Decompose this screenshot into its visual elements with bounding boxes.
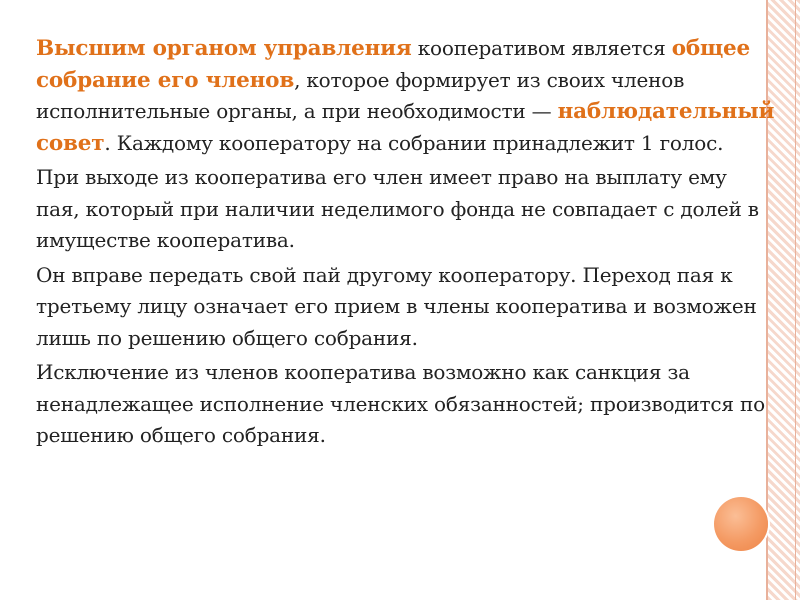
highlight-supreme-body: Высшим органом управления bbox=[36, 36, 412, 61]
paragraph-withdrawal: При выходе из кооператива его член имеет право на выплату ему пая, который при наличии неделимого фонда не совпадает с долей в имуществе кооператива. bbox=[36, 165, 759, 252]
highlight-general-meeting: общее собрание его членов bbox=[36, 36, 750, 93]
text-segment: . Каждому кооператору на собрании принадлежит 1 голос. bbox=[104, 130, 724, 155]
stripe-edge-right bbox=[795, 0, 796, 600]
paragraph-governance bbox=[36, 33, 776, 159]
slide-body bbox=[36, 33, 776, 455]
highlight-supervisory-board: наблюдательный совет bbox=[36, 99, 775, 156]
text-segment: кооперативом является bbox=[411, 36, 672, 60]
paragraph-exclusion: Исключение из членов кооператива возможно как санкция за ненадлежащее исполнение членских обязанностей; производится по решению общего собрания. bbox=[36, 360, 765, 447]
paragraph-share-transfer: Он вправе передать свой пай другому кооператору. Переход пая к третьему лицу означает его прием в члены кооператива и возможен лишь по решению общего собрания. bbox=[36, 262, 757, 350]
text-segment: , которое формирует из своих членов исполнительные органы, а при необходимости — bbox=[36, 67, 685, 123]
decorative-circle bbox=[714, 497, 768, 551]
